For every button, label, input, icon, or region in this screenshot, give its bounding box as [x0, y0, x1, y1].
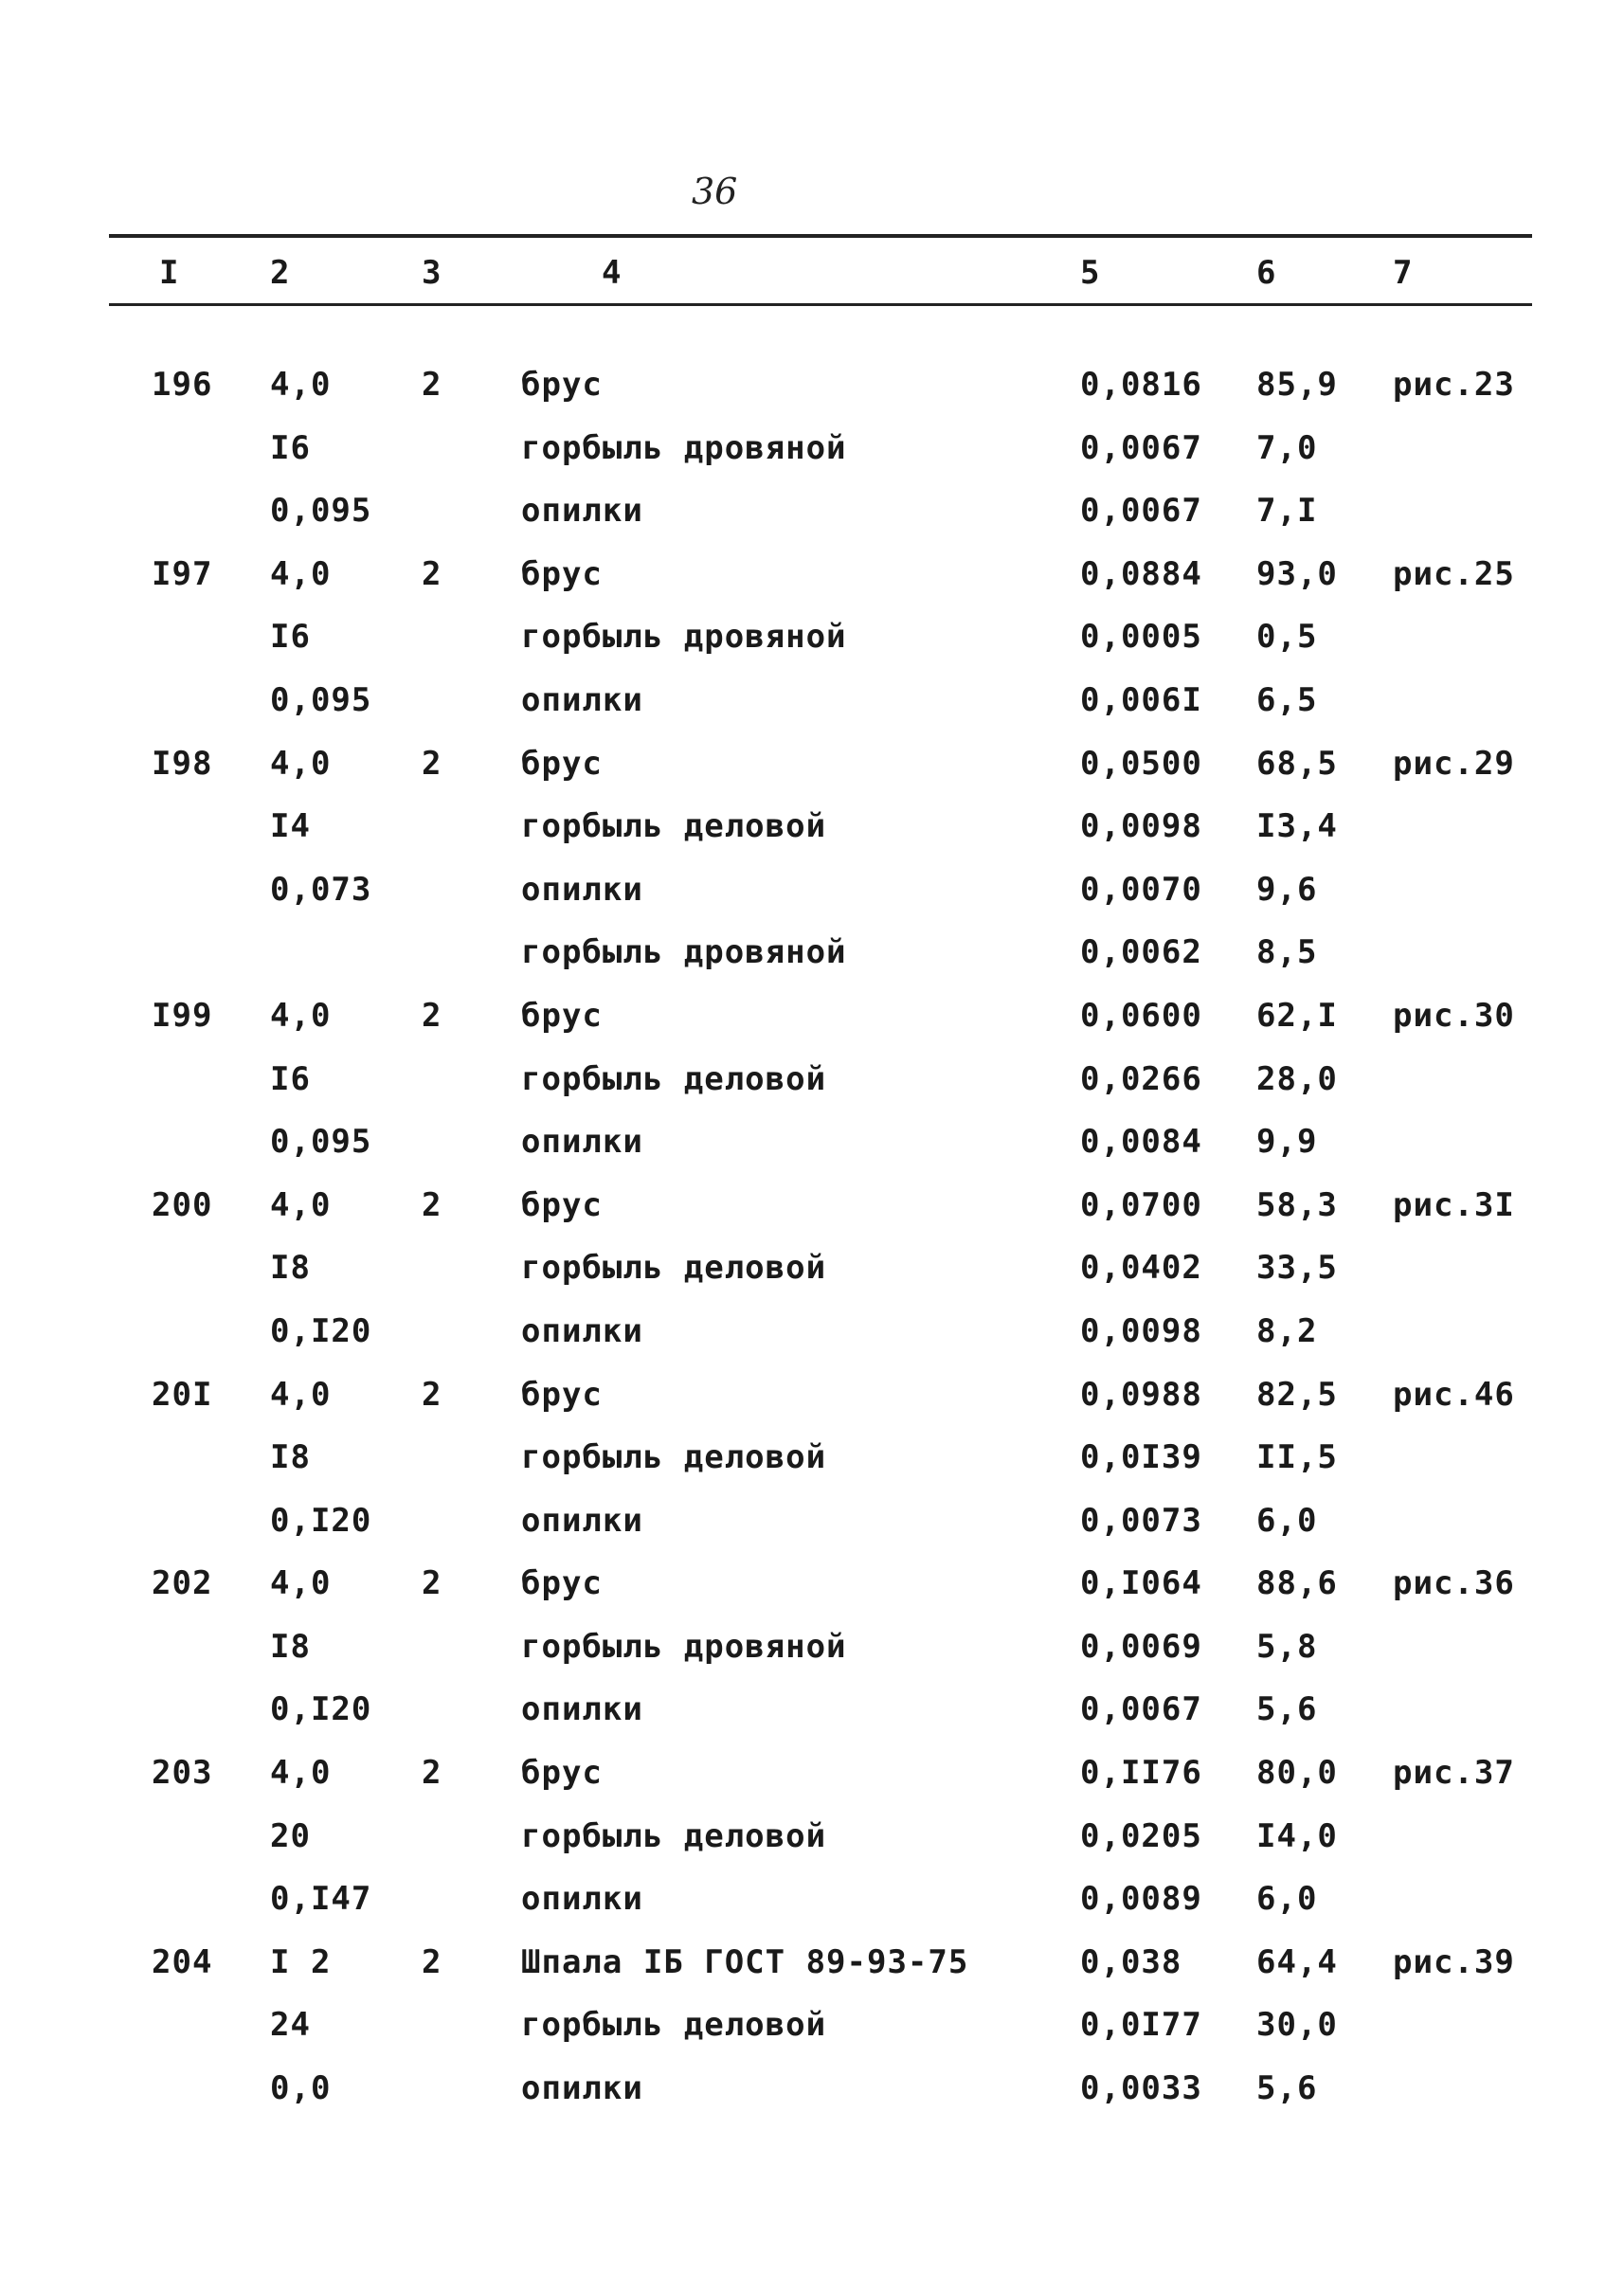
cell-product-name: опилки	[521, 1690, 643, 1729]
table-top-rule	[109, 234, 1532, 238]
cell-volume: 0,0067	[1080, 492, 1202, 531]
header-col-3: 3	[422, 254, 442, 292]
cell-volume: 0,0005	[1080, 618, 1202, 657]
table-row	[0, 490, 1624, 553]
cell-volume: 0,0073	[1080, 1501, 1202, 1540]
cell-volume: 0,0062	[1080, 933, 1202, 972]
cell-thickness: I8	[270, 1438, 311, 1477]
page-number: 36	[692, 171, 738, 212]
table-header-rule	[109, 303, 1532, 306]
cell-thickness: 24	[270, 2006, 311, 2045]
header-col-6: 6	[1256, 254, 1277, 292]
cell-row-number: I98	[152, 744, 213, 783]
header-col-5: 5	[1080, 254, 1101, 292]
cell-thickness: I6	[270, 1059, 311, 1098]
cell-product-name: горбыль деловой	[521, 807, 827, 846]
cell-thickness: I 2	[270, 1942, 332, 1981]
cell-row-number: 20I	[152, 1375, 213, 1414]
cell-volume: 0,0266	[1080, 1059, 1202, 1098]
cell-product-name: горбыль деловой	[521, 1059, 827, 1098]
cell-count: 2	[422, 1185, 442, 1224]
header-col-7: 7	[1393, 254, 1414, 292]
table-row	[0, 1184, 1624, 1248]
cell-volume: 0,0600	[1080, 996, 1202, 1035]
table-row	[0, 616, 1624, 679]
cell-volume: 0,0089	[1080, 1880, 1202, 1919]
cell-figure-ref: рис.3I	[1393, 1185, 1515, 1224]
table-row	[0, 1374, 1624, 1437]
header-col-1: I	[159, 254, 180, 292]
cell-figure-ref: рис.30	[1393, 996, 1515, 1035]
cell-figure-ref: рис.39	[1393, 1942, 1515, 1981]
cell-thickness: I4	[270, 807, 311, 846]
cell-volume: 0,0988	[1080, 1375, 1202, 1414]
table-row	[0, 553, 1624, 617]
cell-thickness: 0,I20	[270, 1690, 372, 1729]
table-row	[0, 743, 1624, 806]
cell-count: 2	[422, 1375, 442, 1414]
cell-product-name: брус	[521, 1375, 603, 1414]
cell-percent: 6,0	[1256, 1880, 1318, 1919]
table-row	[0, 1436, 1624, 1500]
cell-percent: 8,5	[1256, 933, 1318, 972]
table-row	[0, 1941, 1624, 2005]
cell-volume: 0,0402	[1080, 1249, 1202, 1288]
cell-percent: 6,5	[1256, 680, 1318, 719]
cell-thickness: 0,0	[270, 2069, 332, 2108]
table-row	[0, 1058, 1624, 1122]
table-row	[0, 364, 1624, 427]
cell-figure-ref: рис.29	[1393, 744, 1515, 783]
cell-volume: 0,0500	[1080, 744, 1202, 783]
cell-thickness: 4,0	[270, 1754, 332, 1793]
table-row	[0, 1752, 1624, 1815]
cell-product-name: горбыль дровяной	[521, 1627, 847, 1666]
table-row	[0, 2004, 1624, 2067]
cell-percent: 62,I	[1256, 996, 1338, 1035]
table-row	[0, 1500, 1624, 1563]
cell-product-name: горбыль деловой	[521, 1816, 827, 1855]
cell-row-number: 196	[152, 366, 213, 404]
cell-product-name: опилки	[521, 1880, 643, 1919]
cell-thickness: 0,I20	[270, 1501, 372, 1540]
cell-product-name: горбыль дровяной	[521, 428, 847, 467]
cell-count: 2	[422, 1942, 442, 1981]
cell-volume: 0,0098	[1080, 807, 1202, 846]
cell-row-number: I99	[152, 996, 213, 1035]
table-row	[0, 1626, 1624, 1689]
cell-volume: 0,0067	[1080, 1690, 1202, 1729]
cell-figure-ref: рис.36	[1393, 1564, 1515, 1603]
cell-volume: 0,0069	[1080, 1627, 1202, 1666]
cell-thickness: 0,095	[270, 680, 372, 719]
cell-volume: 0,0I39	[1080, 1438, 1202, 1477]
cell-product-name: опилки	[521, 2069, 643, 2108]
cell-percent: 33,5	[1256, 1249, 1338, 1288]
cell-product-name: Шпала IБ ГОСТ 89-93-75	[521, 1942, 969, 1981]
cell-product-name: горбыль деловой	[521, 2006, 827, 2045]
cell-product-name: брус	[521, 554, 603, 593]
cell-thickness: 4,0	[270, 996, 332, 1035]
cell-product-name: брус	[521, 996, 603, 1035]
cell-product-name: горбыль деловой	[521, 1438, 827, 1477]
cell-count: 2	[422, 1754, 442, 1793]
cell-volume: 0,0067	[1080, 428, 1202, 467]
table-row	[0, 931, 1624, 995]
cell-thickness: 4,0	[270, 366, 332, 404]
cell-percent: 88,6	[1256, 1564, 1338, 1603]
table-row	[0, 679, 1624, 743]
table-row	[0, 1562, 1624, 1626]
cell-percent: 5,6	[1256, 2069, 1318, 2108]
table-row	[0, 427, 1624, 491]
cell-figure-ref: рис.23	[1393, 366, 1515, 404]
cell-thickness: 4,0	[270, 744, 332, 783]
cell-volume: 0,II76	[1080, 1754, 1202, 1793]
cell-thickness: 0,095	[270, 1123, 372, 1162]
cell-thickness: 20	[270, 1816, 311, 1855]
cell-row-number: 200	[152, 1185, 213, 1224]
cell-product-name: опилки	[521, 1501, 643, 1540]
cell-volume: 0,0098	[1080, 1311, 1202, 1350]
table-row	[0, 995, 1624, 1058]
cell-thickness: 4,0	[270, 1564, 332, 1603]
table-row	[0, 1815, 1624, 1879]
cell-row-number: I97	[152, 554, 213, 593]
cell-product-name: брус	[521, 366, 603, 404]
cell-figure-ref: рис.46	[1393, 1375, 1515, 1414]
cell-thickness: 0,I20	[270, 1311, 372, 1350]
table-body	[0, 364, 1624, 2131]
cell-volume: 0,038	[1080, 1942, 1182, 1981]
cell-percent: 93,0	[1256, 554, 1338, 593]
cell-percent: II,5	[1256, 1438, 1338, 1477]
cell-percent: 68,5	[1256, 744, 1338, 783]
cell-thickness: 4,0	[270, 554, 332, 593]
cell-volume: 0,0816	[1080, 366, 1202, 404]
table-row	[0, 1310, 1624, 1374]
cell-volume: 0,0070	[1080, 870, 1202, 909]
header-col-4: 4	[602, 254, 623, 292]
cell-product-name: брус	[521, 744, 603, 783]
cell-percent: 5,8	[1256, 1627, 1318, 1666]
cell-count: 2	[422, 744, 442, 783]
table-row	[0, 1688, 1624, 1752]
cell-volume: 0,I064	[1080, 1564, 1202, 1603]
cell-product-name: брус	[521, 1754, 603, 1793]
table-row	[0, 869, 1624, 932]
table-row	[0, 1878, 1624, 1941]
table-row	[0, 805, 1624, 869]
cell-thickness: 0,095	[270, 492, 372, 531]
cell-count: 2	[422, 366, 442, 404]
table-row	[0, 1247, 1624, 1310]
cell-product-name: брус	[521, 1185, 603, 1224]
cell-product-name: горбыль деловой	[521, 1249, 827, 1288]
cell-volume: 0,0033	[1080, 2069, 1202, 2108]
cell-percent: I3,4	[1256, 807, 1338, 846]
cell-count: 2	[422, 1564, 442, 1603]
cell-percent: 28,0	[1256, 1059, 1338, 1098]
cell-percent: 8,2	[1256, 1311, 1318, 1350]
cell-percent: 7,0	[1256, 428, 1318, 467]
cell-percent: 6,0	[1256, 1501, 1318, 1540]
cell-product-name: горбыль дровяной	[521, 933, 847, 972]
cell-percent: 64,4	[1256, 1942, 1338, 1981]
cell-row-number: 204	[152, 1942, 213, 1981]
cell-volume: 0,006I	[1080, 680, 1202, 719]
cell-figure-ref: рис.25	[1393, 554, 1515, 593]
cell-percent: 7,I	[1256, 492, 1318, 531]
cell-row-number: 202	[152, 1564, 213, 1603]
cell-percent: 9,9	[1256, 1123, 1318, 1162]
cell-row-number: 203	[152, 1754, 213, 1793]
cell-thickness: I8	[270, 1249, 311, 1288]
cell-percent: I4,0	[1256, 1816, 1338, 1855]
cell-volume: 0,0205	[1080, 1816, 1202, 1855]
cell-product-name: брус	[521, 1564, 603, 1603]
cell-thickness: 4,0	[270, 1375, 332, 1414]
cell-percent: 58,3	[1256, 1185, 1338, 1224]
cell-product-name: опилки	[521, 680, 643, 719]
table-header-row	[0, 252, 1624, 294]
cell-volume: 0,0884	[1080, 554, 1202, 593]
cell-thickness: I6	[270, 428, 311, 467]
cell-percent: 0,5	[1256, 618, 1318, 657]
cell-percent: 5,6	[1256, 1690, 1318, 1729]
cell-percent: 85,9	[1256, 366, 1338, 404]
cell-volume: 0,0084	[1080, 1123, 1202, 1162]
cell-volume: 0,0I77	[1080, 2006, 1202, 2045]
cell-thickness: I8	[270, 1627, 311, 1666]
cell-thickness: I6	[270, 618, 311, 657]
cell-count: 2	[422, 996, 442, 1035]
table-row	[0, 2067, 1624, 2131]
cell-volume: 0,0700	[1080, 1185, 1202, 1224]
cell-product-name: опилки	[521, 1311, 643, 1350]
cell-product-name: опилки	[521, 870, 643, 909]
header-col-2: 2	[270, 254, 291, 292]
cell-thickness: 0,073	[270, 870, 372, 909]
cell-product-name: горбыль дровяной	[521, 618, 847, 657]
cell-percent: 80,0	[1256, 1754, 1338, 1793]
cell-product-name: опилки	[521, 1123, 643, 1162]
cell-figure-ref: рис.37	[1393, 1754, 1515, 1793]
table-row	[0, 1121, 1624, 1184]
cell-product-name: опилки	[521, 492, 643, 531]
cell-percent: 30,0	[1256, 2006, 1338, 2045]
cell-percent: 82,5	[1256, 1375, 1338, 1414]
cell-thickness: 4,0	[270, 1185, 332, 1224]
cell-count: 2	[422, 554, 442, 593]
cell-thickness: 0,I47	[270, 1880, 372, 1919]
cell-percent: 9,6	[1256, 870, 1318, 909]
